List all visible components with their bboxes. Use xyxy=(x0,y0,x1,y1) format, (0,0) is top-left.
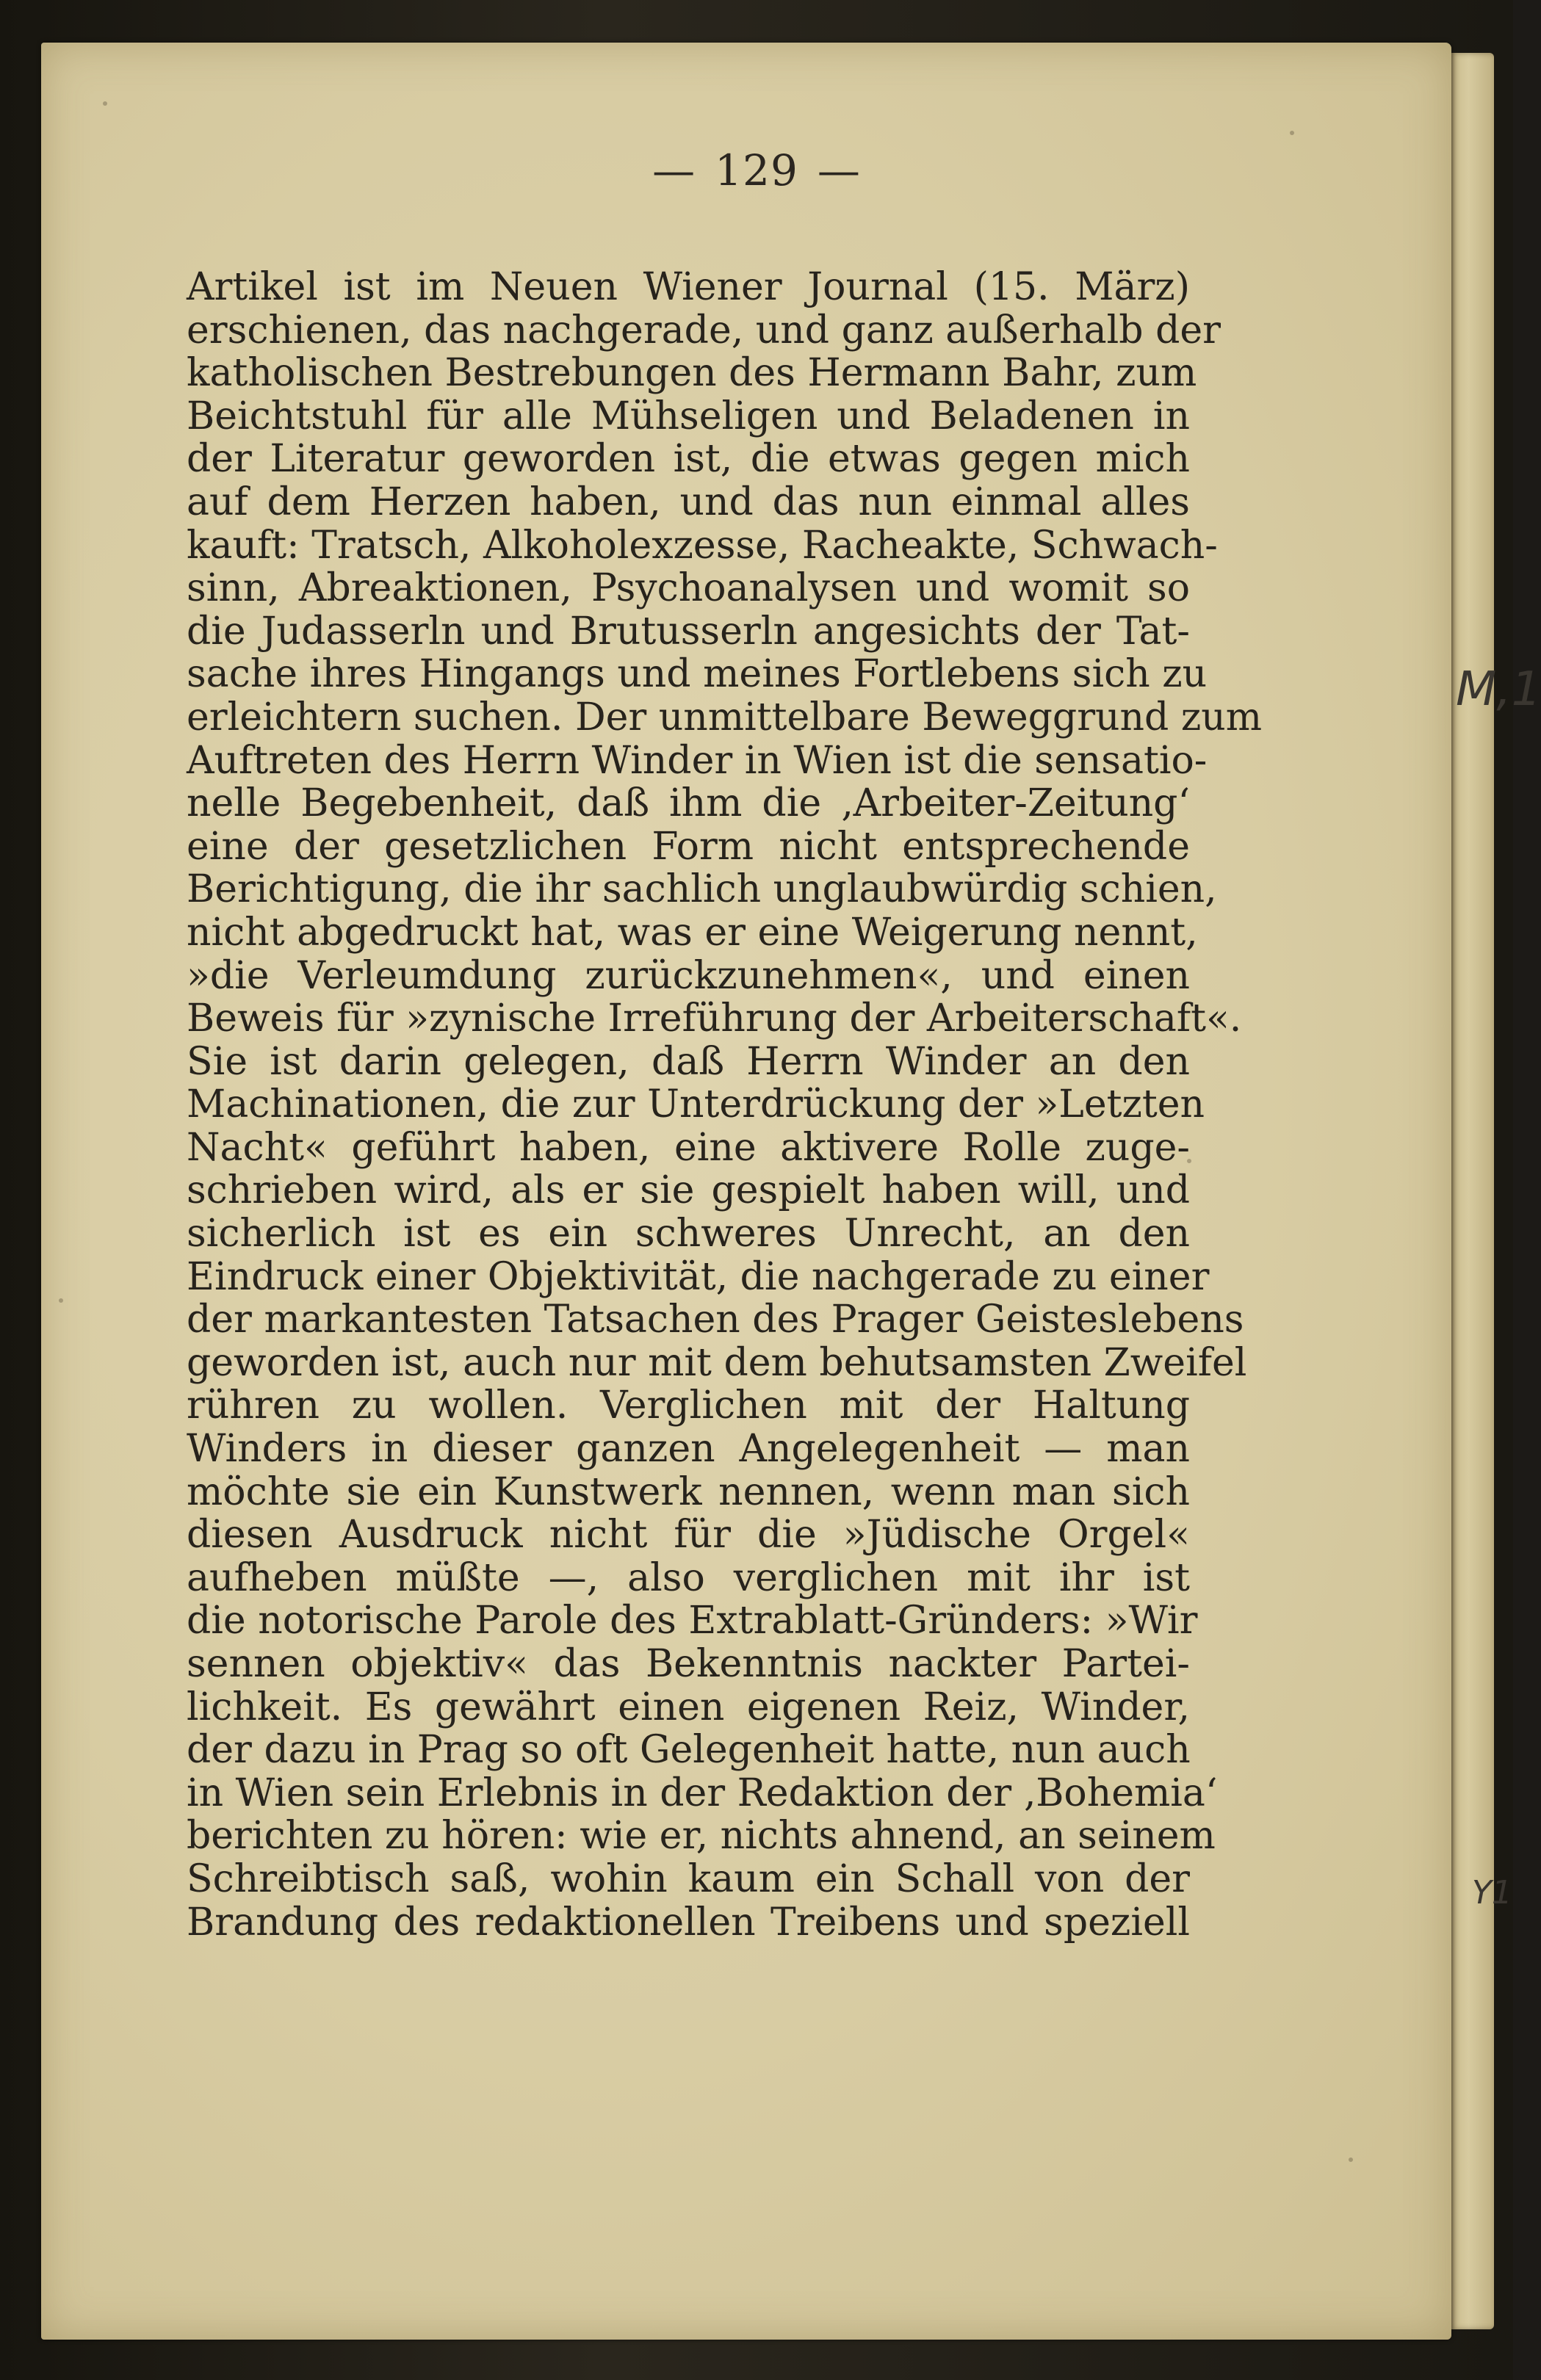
body-text xyxy=(187,265,1263,1945)
text-line: Nacht« geführt haben, eine aktivere Rolle zuge- xyxy=(187,1125,1190,1170)
text-line: berichten zu hören: wie er, nichts ahnend, an seinem xyxy=(187,1814,1216,1859)
margin-pencil-note: M,1 xyxy=(1456,662,1541,717)
text-line: Beweis für »zynische Irreführung der Arbeiterschaft«. xyxy=(187,997,1242,1041)
text-line: Beichtstuhl für alle Mühseligen und Beladenen in xyxy=(187,394,1190,438)
text-line: eine der gesetzlichen Form nicht entsprechende xyxy=(187,824,1190,869)
text-line: die notorische Parole des Extrablatt-Gründers: »Wir xyxy=(187,1599,1198,1643)
text-line: erleichtern suchen. Der unmittelbare Beweggrund zum xyxy=(187,695,1263,739)
text-line: sache ihres Hingangs und meines Fortlebens sich zu xyxy=(187,652,1208,697)
text-line: aufheben müßte —, also verglichen mit ihr ist xyxy=(187,1555,1190,1600)
text-line: erschienen, das nachgerade, und ganz außerhalb der xyxy=(187,308,1221,352)
text-line: nelle Begebenheit, daß ihm die ‚Arbeiter-Zeitung‘ xyxy=(187,781,1190,826)
text-line: Eindruck einer Objektivität, die nachgerade zu einer xyxy=(187,1254,1210,1299)
paper-speck xyxy=(103,101,107,106)
text-line: Sie ist darin gelegen, daß Herrn Winder an den xyxy=(187,1039,1190,1084)
text-line: der Literatur geworden ist, die etwas gegen mich xyxy=(187,437,1190,482)
text-line: diesen Ausdruck nicht für die »Jüdische Orgel« xyxy=(187,1513,1190,1558)
text-line: nicht abgedruckt hat, was er eine Weigerung nennt, xyxy=(187,910,1198,955)
text-line: sinn, Abreaktionen, Psychoanalysen und womit so xyxy=(187,566,1190,611)
text-line: Artikel ist im Neuen Wiener Journal (15. März) xyxy=(187,265,1190,309)
text-line: in Wien sein Erlebnis in der Redaktion der ‚Bohemia‘ xyxy=(187,1770,1218,1815)
page-number-header xyxy=(0,145,1513,195)
text-line: auf dem Herzen haben, und das nun einmal alles xyxy=(187,480,1190,524)
text-line: geworden ist, auch nur mit dem behutsamsten Zweifel xyxy=(187,1340,1247,1385)
text-line: sicherlich ist es ein schweres Unrecht, an den xyxy=(187,1212,1190,1256)
text-line: »die Verleumdung zurückzunehmen«, und einen xyxy=(187,953,1190,998)
text-line: lichkeit. Es gewährt einen eigenen Reiz, Winder, xyxy=(187,1685,1190,1729)
text-line: die Judasserln und Brutusserln angesichts der Tat- xyxy=(187,609,1190,654)
next-page-edge xyxy=(1451,53,1494,2329)
paper-speck xyxy=(1349,2157,1353,2162)
text-line: rühren zu wollen. Verglichen mit der Haltung xyxy=(187,1383,1190,1428)
text-line: Schreibtisch saß, wohin kaum ein Schall von der xyxy=(187,1856,1190,1901)
text-line: möchte sie ein Kunstwerk nennen, wenn man sich xyxy=(187,1469,1190,1514)
text-line: Machinationen, die zur Unterdrückung der »Letzten xyxy=(187,1082,1205,1127)
text-line: der dazu in Prag so oft Gelegenheit hatte, nun auch xyxy=(187,1728,1191,1773)
paper-speck xyxy=(1290,131,1294,135)
text-line: schrieben wird, als er sie gespielt haben will, und xyxy=(187,1168,1190,1213)
page-number-dash-left: — xyxy=(652,145,696,195)
text-line: Auftreten des Herrn Winder in Wien ist die sensatio- xyxy=(187,738,1208,783)
paper-speck xyxy=(59,1298,63,1303)
text-line: der markantesten Tatsachen des Prager Geisteslebens xyxy=(187,1298,1244,1342)
page-number: 129 xyxy=(715,145,798,195)
text-line: Winders in dieser ganzen Angelegenheit — man xyxy=(187,1427,1190,1472)
margin-pencil-note: Y1 xyxy=(1472,1874,1512,1911)
text-line: Brandung des redaktionellen Treibens und speziell xyxy=(187,1900,1190,1945)
page-number-dash-right: — xyxy=(817,145,861,195)
text-line: Berichtigung, die ihr sachlich unglaubwürdig schien, xyxy=(187,867,1217,912)
text-line: katholischen Bestrebungen des Hermann Bahr, zum xyxy=(187,351,1197,396)
text-line: sennen objektiv« das Bekenntnis nackter Partei- xyxy=(187,1642,1190,1686)
text-line: kauft: Tratsch, Alkoholexzesse, Racheakte, Schwach- xyxy=(187,523,1218,568)
